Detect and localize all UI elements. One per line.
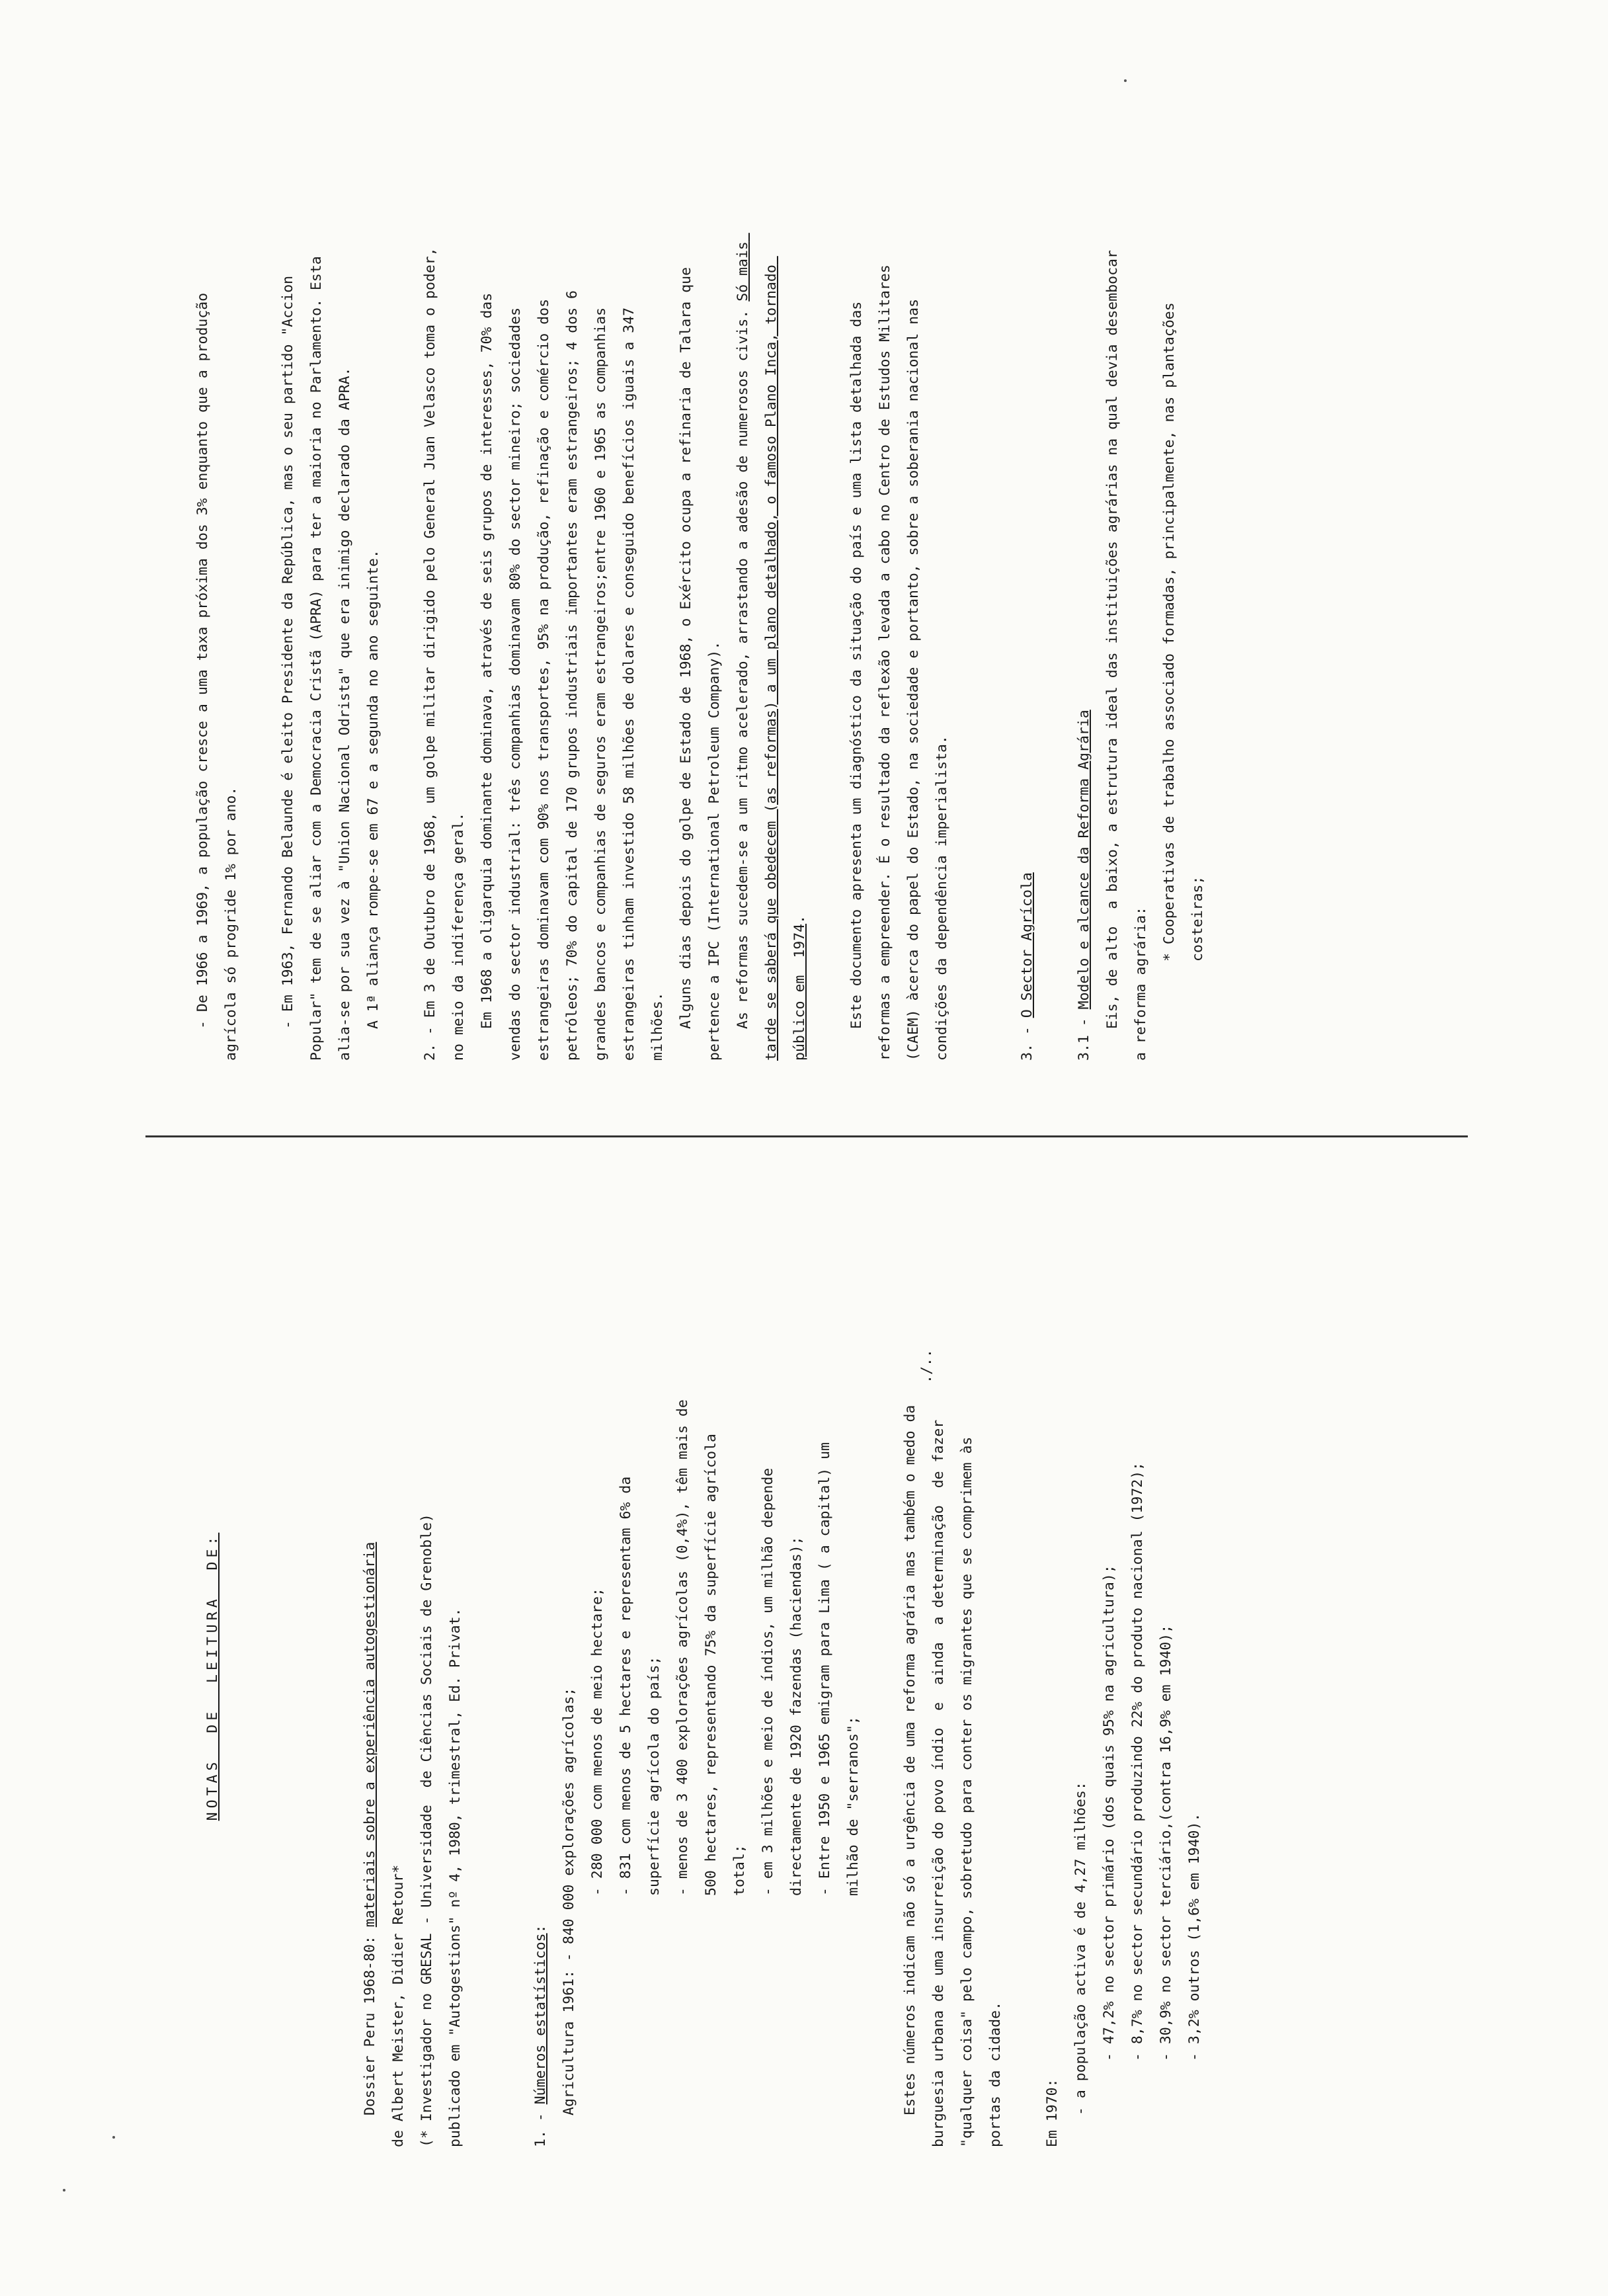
agriculture-items — [583, 1393, 867, 2147]
paragraph-document: Este documento apresenta um diagnóstico da situação do país e uma lista detalhada das reformas a empreender. É o resultado da reflexão levada a cabo no Centro de Estudos Militares (CAEM) àcerca do papel do Estado, na sociedade e portanto, sobre a soberania nacional nas condições da dependência imperialista. — [848, 256, 950, 1061]
reforms-text: As reformas sucedem-se a um ritmo acelerado, arrastando a adesão de numerosos civis. — [735, 301, 751, 1029]
section-3-1-title: Modelo e alcance da Reforma Agrária — [1076, 710, 1092, 1010]
publication-line: publicado em "Autogestions" nº 4, 1980, trimestral, Ed. Privat. — [447, 1608, 463, 2147]
section-1-heading — [526, 1206, 555, 2147]
year-1970-label: Em 1970: — [1044, 2078, 1061, 2147]
list-item: - Entre 1950 e 1965 emigram para Lima ( a capital) um milhão de "serranos"; — [817, 1434, 862, 1896]
paragraph-alliance: A 1ª aliança rompe-se em 67 e a segunda no ano seguinte. — [365, 550, 382, 1029]
paragraph-structure: Eis, de alto a baixo, a estrutura ideal das instituições agrárias na qual devia desembocar a reforma agrária: — [1104, 241, 1149, 1061]
section-1-title: Números estatísticos — [532, 1933, 549, 2105]
paragraph-talara: Alguns dias depois do golpe de Estado de 1968, o Exército ocupa a refinaria de Talara que pertence a IPC (International Petroleum Company). — [678, 259, 723, 1061]
paragraph-urgency: Estes números indicam não só a urgência de uma reforma agrária mas também o medo da burguesia urbana de uma insurreição do povo índio e ainda a determinação de fazer "qualquer coisa" pelo campo, sobretudo para conter os migrantes que se comprimem às portas da cidade. — [902, 1396, 1004, 2147]
section-3-1-number: 3.1 - — [1076, 1009, 1092, 1061]
paragraph-oligarchy: Em 1968 a oligarquia dominante dominava, através de seis grupos de interesses, 70% das vendas do sector industrial: três companhias dominavam 80% do sector mineiro; sociedades estrangeiras dominavam com 90% nos transportes, 95% na produção, refinação e comércio dos petróleos; 70% do capital de 170 grupos industriais importantes eram estrangeiros; 4 dos 6 grandes bancos e companhias de seguros eram estrangeiros;entre 1960 e 1965 as companhias estrangeiras tinham investido 58 milhões de dolares e conseguido benefícios iguais a 347 milhões. — [479, 282, 666, 1061]
right-body — [188, 234, 1212, 1061]
section-3-heading — [1013, 234, 1041, 1061]
section-1-colon: : — [532, 1924, 549, 1934]
section-3-1-heading — [1070, 234, 1098, 1061]
section-3-number: 3. - — [1019, 1018, 1035, 1061]
source-prefix: Dossier Peru 1968-80: — [362, 1927, 378, 2115]
list-item: - 47,2% no sector primário (dos quais 95% na agricultura); — [1101, 1565, 1117, 2061]
document-title: NOTAS DE LEITURA DE: — [204, 1532, 221, 1821]
sector-list — [1095, 1206, 1209, 2147]
left-page — [0, 1153, 1608, 2296]
source-line — [356, 1206, 384, 2147]
section-2-paragraph: 2. - Em 3 de Outubro de 1968, um golpe militar dirigido pelo General Juan Velasco toma o poder, no meio da indiferença geral. — [422, 239, 467, 1061]
agriculture-line: Agricultura 1961: - 840 000 explorações agrícolas; — [561, 1687, 577, 2115]
list-item: - 8,7% no sector secundário produzindo 22% do produto nacional (1972); — [1129, 1461, 1146, 2061]
list-item: - 831 com menos de 5 hectares e representam 6% da superfície agrícola do país; — [618, 1467, 663, 1896]
scan-speck — [1124, 79, 1127, 82]
paragraph-belaunde: - Em 1963, Fernando Belaunde é eleito Presidente da República, mas o seu partido "Accion Popular" tem de se aliar com a Democracia Cristã (APRA) para ter a maioria no Parlamento. Esta alia-se por sua vez à "Union Nacional Odrista" que era inimigo declarado da APRA. — [280, 247, 353, 1061]
list-item: - 3,2% outros (1,6% em 1940). — [1186, 1813, 1203, 2061]
scan-speck — [63, 2189, 65, 2192]
paragraph-population: - De 1966 a 1969, a população cresce a uma taxa próxima dos 3% enquanto que a produção agrícola só progride 1% por ano. — [194, 284, 239, 1061]
paragraph-reforms — [729, 234, 814, 1061]
scan-speck — [112, 2136, 115, 2139]
plan-inca-text: Só mais tarde se saberá que obedecem (as reformas) a um plano detalhado, o famoso Plano Inca, tornado público em 1974 — [735, 233, 808, 1061]
list-item: - 30,9% no sector terciário,(contra 16,9% em 1940); — [1158, 1624, 1174, 2061]
section-1-number: 1. - — [532, 2104, 549, 2147]
list-item: - 280 000 com menos de meio hectare; — [589, 1588, 606, 1896]
authors-line: de Albert Meister, Didier Retour* — [390, 1864, 407, 2147]
section-3-title: O Sector Agrícola — [1019, 872, 1035, 1018]
list-item: - menos de 3 400 explorações agrícolas (0,4%), têm mais de 500 hectares, representando 75% da superfície agrícola total; — [674, 1391, 748, 1896]
cooperatives-item: * Cooperativas de trabalho associado formadas, principalmente, nas plantações costeiras; — [1161, 294, 1206, 962]
active-population: - a população activa é de 4,27 milhões: — [1072, 1782, 1089, 2115]
continuation-dots: ./.. — [918, 1349, 935, 1383]
author-note: (* Investigador no GRESAL - Universidade de Ciências Sociais de Grenoble) — [419, 1514, 435, 2147]
reforms-period: . — [791, 915, 808, 924]
source-subtitle: materiais sobre a experiência autogestionária — [362, 1541, 378, 1928]
list-item: - em 3 milhões e meio de índios, um milhão depende directamente de 1920 fazendas (haciendas); — [760, 1459, 805, 1896]
